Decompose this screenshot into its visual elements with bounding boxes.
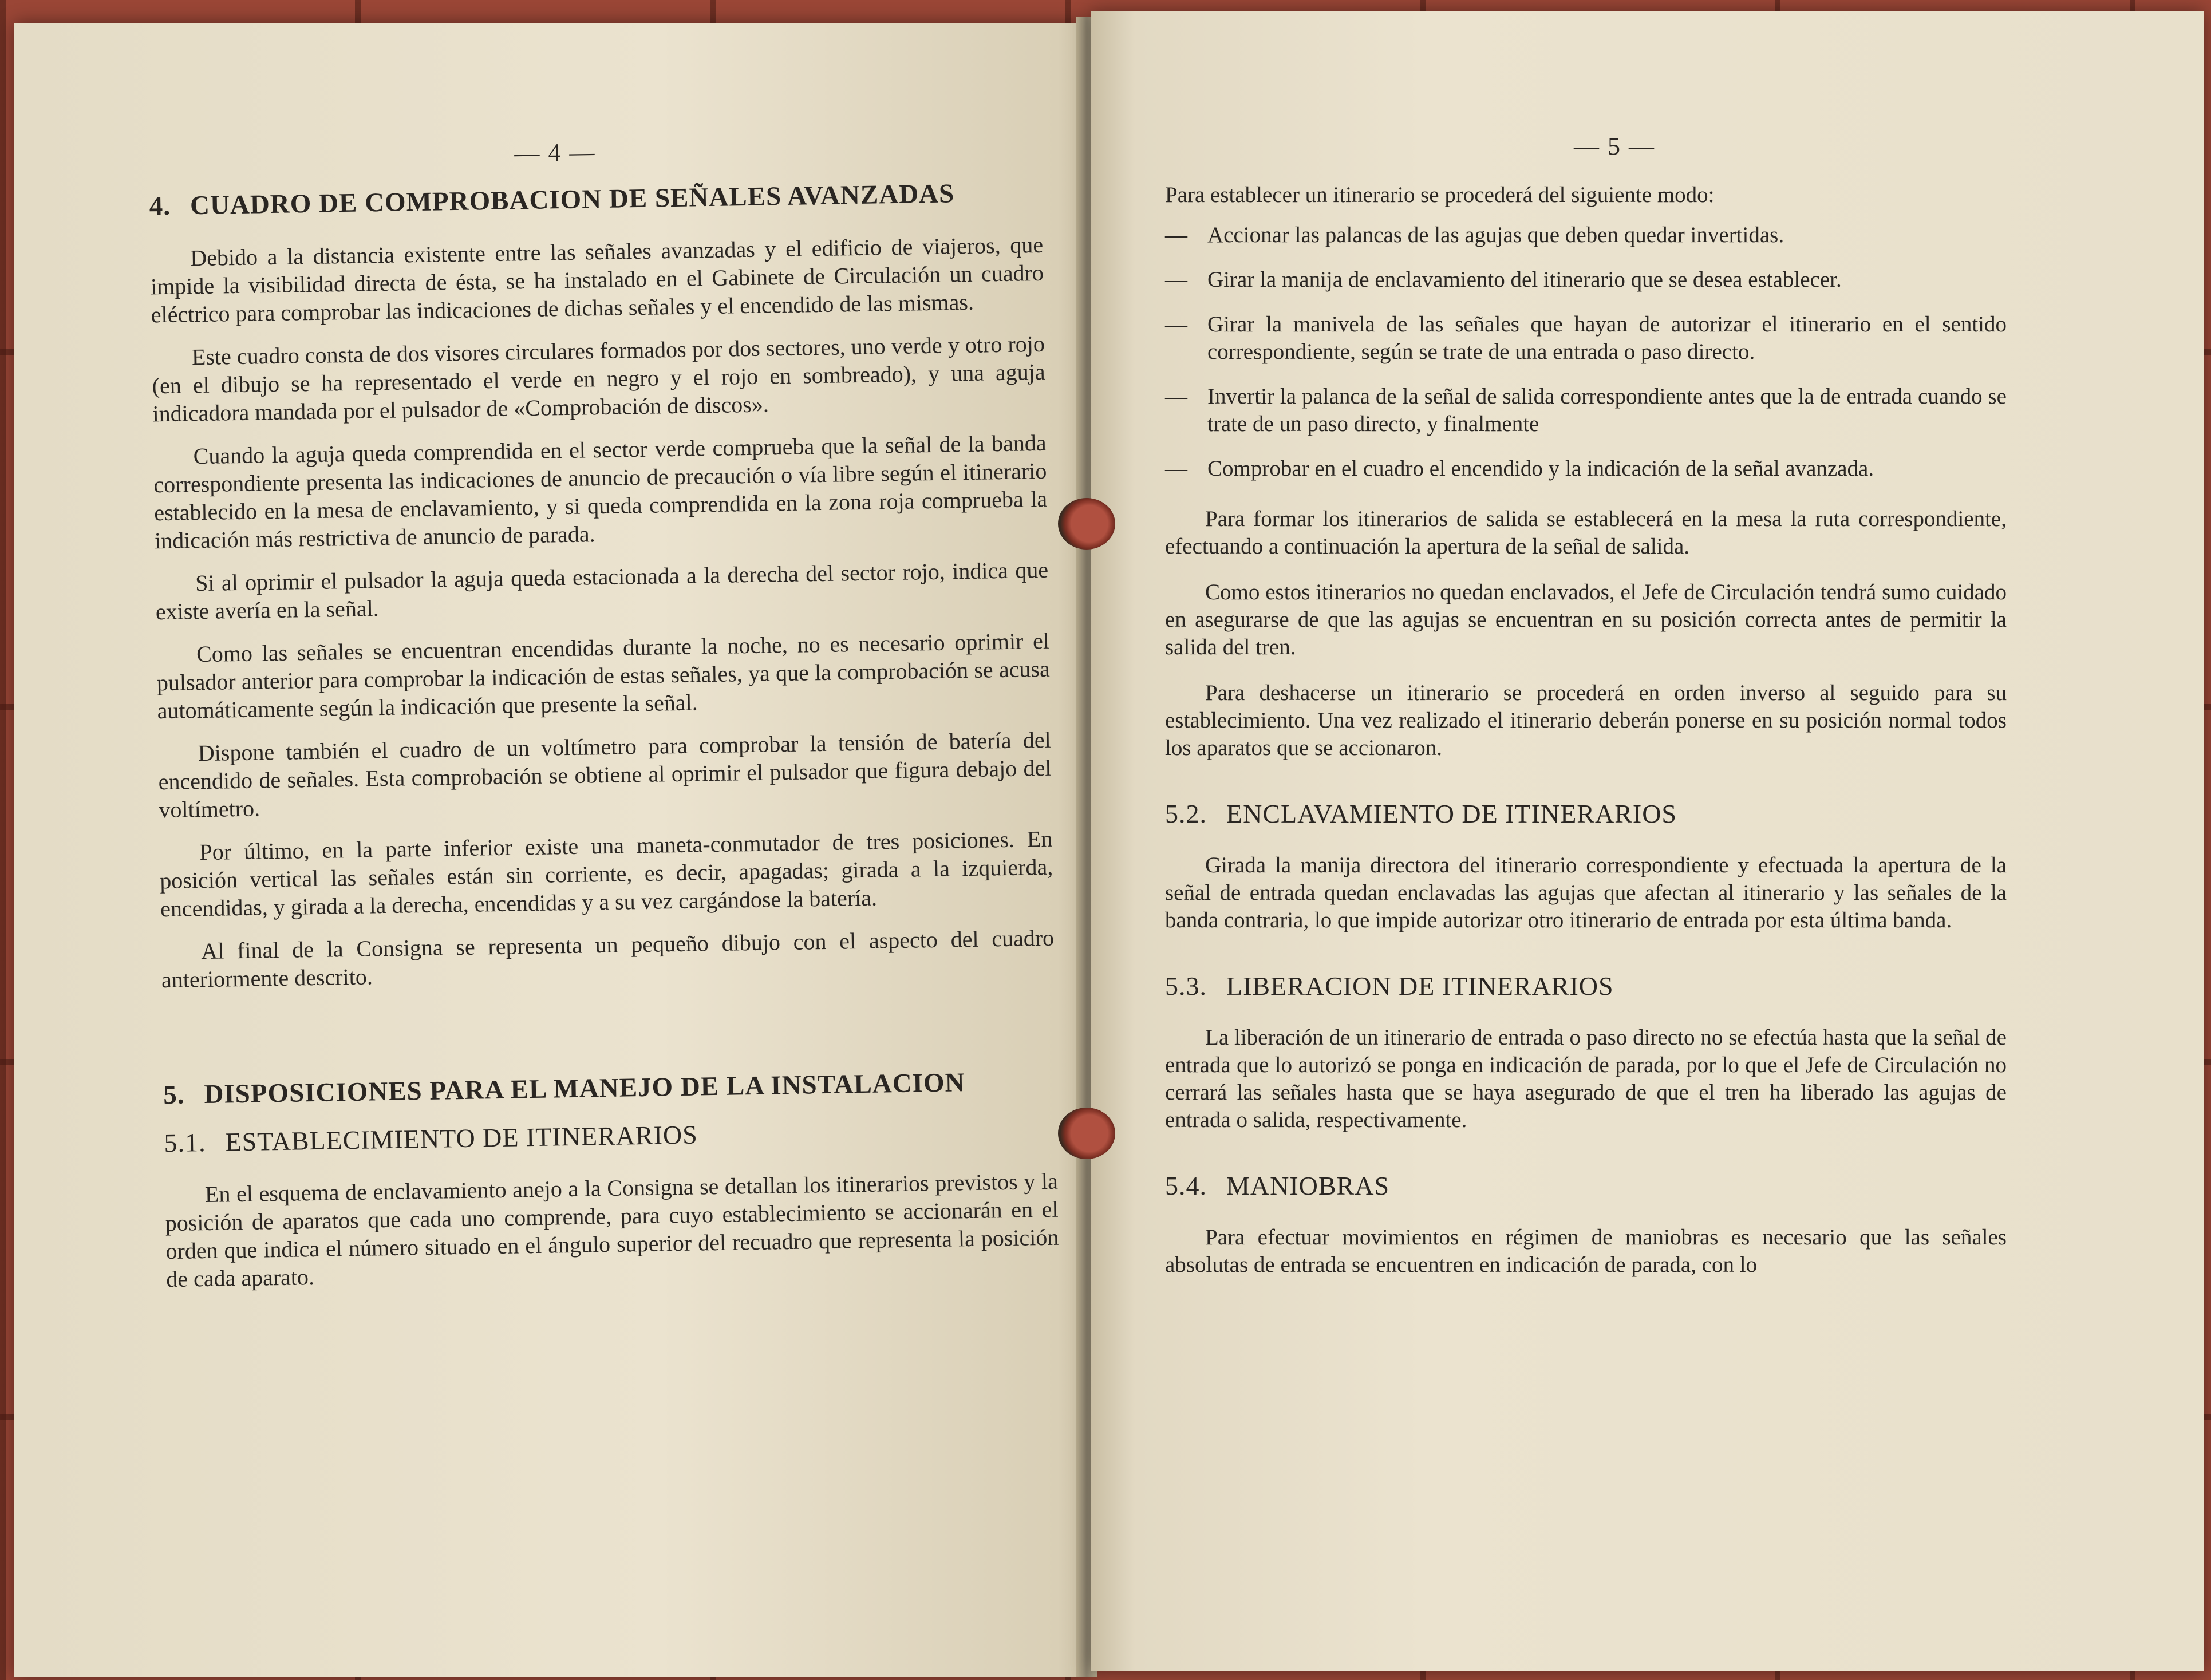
paragraph: Dispone también el cuadro de un voltímetro para comprobar la tensión de batería del encendido de señales. Esta comprobación se obtiene al oprimir el pulsador que figura debajo del voltímetro. [158,726,1052,823]
right-page-content [1165,132,2007,1297]
paragraph: Al final de la Consigna se representa un pequeño dibujo con el aspecto del cuadro anteriormente descrito. [161,924,1055,993]
paragraph: La liberación de un itinerario de entrada o paso directo no se efectúa hasta que la señal de entrada que lo autorizó se ponga en indicación de parada, por lo que el Jefe de Circulación no cerrará las señales hasta que se haya asegurado de que el tren ha liberado las agujas de entrada o salida, respectivamente. [1165,1025,2007,1132]
section-5-4-title: MANIOBRAS [1226,1171,1390,1200]
paragraph: Si al oprimir el pulsador la aguja queda estacionada a la derecha del sector rojo, indica que existe avería en la señal. [155,556,1049,625]
paragraph: Girada la manija directora del itinerario correspondiente y efectuada la apertura de la señal de entrada quedan enclavadas las agujas que afectan al itinerario y las señales de la banda contraria, lo que impide autorizar otro itinerario de entrada por esta última banda. [1165,853,2007,932]
paragraph: Por último, en la parte inferior existe una maneta-conmutador de tres posiciones. En posición vertical las señales están sin corriente, es decir, apagadas; girada a la izquierda, encendidas, y girada a la derecha, encendidas y a su vez cargándose la batería. [159,825,1053,922]
paragraph: Para deshacerse un itinerario se procederá en orden inverso al seguido para su establecimiento. Una vez realizado el itinerario deberán ponerse en su posición normal todos los aparatos que se accionaron. [1165,681,2007,760]
section-5-3-heading [1165,971,2007,1001]
section-5-2-title: ENCLAVAMIENTO DE ITINERARIOS [1226,799,1677,828]
section-5-3-number: 5.3. [1165,971,1207,1001]
section-5-2-heading [1165,799,2007,829]
page-number-left: — 4 — [514,138,596,168]
paragraph: Debido a la distancia existente entre las señales avanzadas y el edificio de viajeros, que impide la visibilidad directa de ésta, se ha instalado en el Gabinete de Circulación un cuadro eléctrico para comprobar las indicaciones de dichas señales y el encendido de las mismas. [150,231,1044,328]
section-5-1-heading [164,1114,1057,1158]
page-number-right: — 5 — [1574,132,1655,160]
paragraph: En el esquema de enclavamiento anejo a la Consigna se detallan los itinerarios previstos y la posición de aparatos que cada uno comprende, para cuyo establecimiento se accionarán en el orden que indica el número situado en el ángulo superior del recuadro que representa la posición de cada aparato. [165,1168,1059,1292]
paragraph: Como estos itinerarios no quedan enclavados, el Jefe de Circulación tendrá sumo cuidado en asegurarse de que las agujas se encuentran en su posición correcta antes de permitir la salida del tren. [1165,580,2007,659]
section-4-number: 4. [149,191,171,222]
list-item: — Girar la manivela de las señales que hayan de autorizar el itinerario en el sentido correspondiente, según se trate de una entrada o paso directo. [1165,311,2007,366]
paragraph: Este cuadro consta de dos visores circulares formados por dos sectores, uno verde y otro rojo (en el dibujo se ha representado el verde en negro y el rojo en sombreado), y una aguja indicadora mandada por el pulsador de «Comprobación de discos». [152,330,1045,427]
section-5-number: 5. [163,1080,185,1110]
list-item: — Comprobar en el cuadro el encendido y la indicación de la señal avanzada. [1165,455,2007,483]
section-5-heading [163,1066,1057,1110]
left-page-content [148,131,1060,1308]
section-5-1-number: 5.1. [164,1128,206,1158]
steps-intro: Para establecer un itinerario se procederá del siguiente modo: [1165,183,1715,207]
section-5-1-title: ESTABLECIMIENTO DE ITINERARIOS [225,1120,698,1157]
paragraph: Para formar los itinerarios de salida se establecerá en la mesa la ruta correspondiente, efectuando a continuación la apertura de la señal de salida. [1165,507,2007,559]
section-4-heading [149,177,1043,222]
section-5-4-number: 5.4. [1165,1171,1207,1200]
paragraph: Para efectuar movimientos en régimen de maniobras es necesario que las señales absolutas de entrada se encuentren en indicación de parada, con lo [1165,1225,2007,1277]
punch-hole-bottom [1058,1108,1115,1159]
right-page [1091,11,2204,1671]
paragraph: Como las señales se encuentran encendidas durante la noche, no es necesario oprimir el pulsador anterior para comprobar la indicación de estas señales, ya que la comprobación se acusa automáticamente según la indicación que presente la señal. [156,627,1051,724]
steps-list [1165,222,2007,483]
section-5-2-number: 5.2. [1165,799,1207,828]
section-5-4-heading [1165,1171,2007,1201]
section-5-3-title: LIBERACION DE ITINERARIOS [1226,971,1614,1001]
paragraph: Cuando la aguja queda comprendida en el sector verde comprueba que la señal de la banda correspondiente presenta las indicaciones de anuncio de precaución o vía libre según el itinerario establecido en la mesa de enclavamiento, y si queda comprendida en la zona roja comprueba la indicación más restrictiva de anuncio de parada. [153,429,1048,554]
left-page [14,23,1091,1677]
section-5-title: DISPOSICIONES PARA EL MANEJO DE LA INSTALACION [204,1068,965,1110]
list-item: — Girar la manija de enclavamiento del itinerario que se desea establecer. [1165,266,2007,294]
list-item: — Accionar las palancas de las agujas que deben quedar invertidas. [1165,222,2007,249]
punch-hole-top [1058,498,1115,550]
list-item: — Invertir la palanca de la señal de salida correspondiente antes que la de entrada cuando se trate de un paso directo, y finalmente [1165,383,2007,438]
section-4-title: CUADRO DE COMPROBACION DE SEÑALES AVANZADAS [189,179,955,221]
